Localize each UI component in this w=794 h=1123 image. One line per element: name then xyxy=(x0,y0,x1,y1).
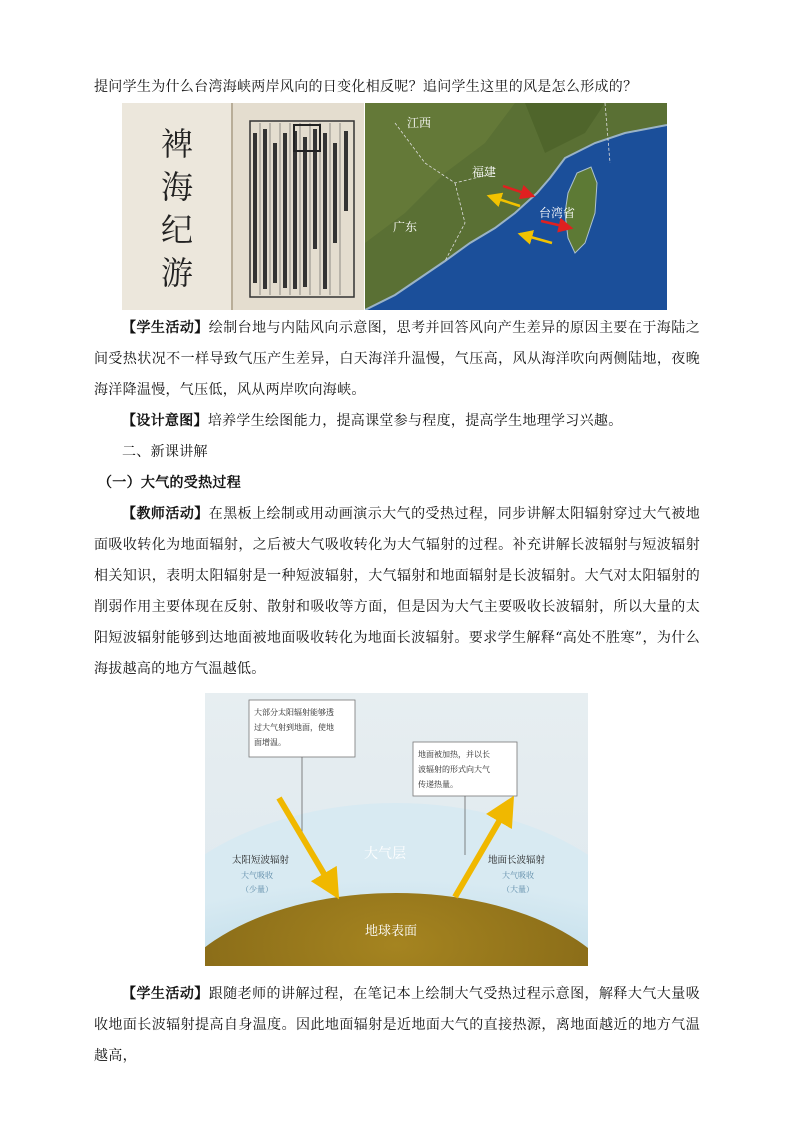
intent-tag: 【设计意图】 xyxy=(122,413,208,429)
book-image xyxy=(122,103,364,310)
note-right-line: 地面被加热，并以长 xyxy=(418,750,490,759)
solar-absorb-label: 大气吸收 xyxy=(241,871,273,880)
activity-text: 绘制台地与内陆风向示意图，思考并回答风向产生差异的原因主要在于海陆之间受热状况不一样导致气压产生差异，白天海洋升温慢，气压高，风从海洋吹向两侧陆地，夜晚海洋降温慢，气压低，风从两岸吹向海峡。 xyxy=(94,320,700,398)
map-label-taiwan: 台湾省 xyxy=(539,206,576,220)
subsection-heading: （一）大气的受热过程 xyxy=(98,475,241,491)
activity-text: 跟随老师的讲解过程，在笔记本上绘制大气受热过程示意图，解释大气大量吸收地面长波辐射提高自身温度。因此地面辐射是近地面大气的直接热源，离地面越近的地方气温越高， xyxy=(94,986,700,1064)
solar-shortwave-label: 太阳短波辐射 xyxy=(232,855,290,866)
intro-question: 提问学生为什么台湾海峡两岸风向的日变化相反呢？追问学生这里的风是怎么形成的？ xyxy=(94,79,638,95)
ground-absorb-label: 大气吸收 xyxy=(502,871,534,880)
teacher-activity xyxy=(94,499,700,685)
intent-text: 培养学生绘图能力，提高课堂参与程度，提高学生地理学习兴趣。 xyxy=(207,413,623,429)
note-right-line: 传递热量。 xyxy=(418,780,458,789)
ground-surface-label: 地球表面 xyxy=(364,924,418,939)
calligraphy-char: 海 xyxy=(160,168,194,206)
solar-absorb-amount: （少量） xyxy=(241,885,273,894)
note-left-line: 大部分太阳辐射能够透 xyxy=(254,708,334,717)
student-activity-2 xyxy=(94,979,700,1072)
map-image xyxy=(365,103,667,310)
teacher-tag: 【教师活动】 xyxy=(122,506,209,522)
ground-longwave-label: 地面长波辐射 xyxy=(488,855,546,866)
section-heading: 二、新课讲解 xyxy=(122,444,208,460)
map-label-jiangxi: 江西 xyxy=(407,116,432,130)
note-left-line: 面增温。 xyxy=(254,738,286,747)
note-left-line: 过大气射到地面，使地 xyxy=(254,723,334,732)
calligraphy-char: 纪 xyxy=(160,211,194,249)
atmosphere-layer-label: 大气层 xyxy=(364,846,406,862)
ground-absorb-amount: （大量） xyxy=(502,885,534,894)
calligraphy-char: 游 xyxy=(160,254,194,292)
teacher-text: 在黑板上绘制或用动画演示大气的受热过程，同步讲解太阳辐射穿过大气被地面吸收转化为地面辐射，之后被大气吸收转化为大气辐射的过程。补充讲解长波辐射与短波辐射相关知识，表明太阳辐射是一种短波辐射，大气辐射和地面辐射是长波辐射。大气对太阳辐射的削弱作用主要体现在反射、散射和吸收等方面，但是因为大气主要吸收长波辐射，所以大量的太阳短波辐射能够到达地面被地面吸收转化为地面长波辐射。要求学生解释“高处不胜寒”，为什么海拔越高的地方气温越低。 xyxy=(94,506,700,677)
activity-tag: 【学生活动】 xyxy=(122,986,209,1002)
activity-tag: 【学生活动】 xyxy=(122,320,209,336)
map-label-guangdong: 广东 xyxy=(393,220,418,234)
design-intent xyxy=(94,406,700,437)
student-activity-1 xyxy=(94,313,700,406)
calligraphy-char: 裨 xyxy=(160,125,194,163)
figure-row-book-map xyxy=(122,103,667,310)
note-right-line: 波辐射的形式向大气 xyxy=(418,765,490,774)
map-label-fujian: 福建 xyxy=(472,165,497,179)
atmosphere-heating-figure xyxy=(205,693,588,966)
